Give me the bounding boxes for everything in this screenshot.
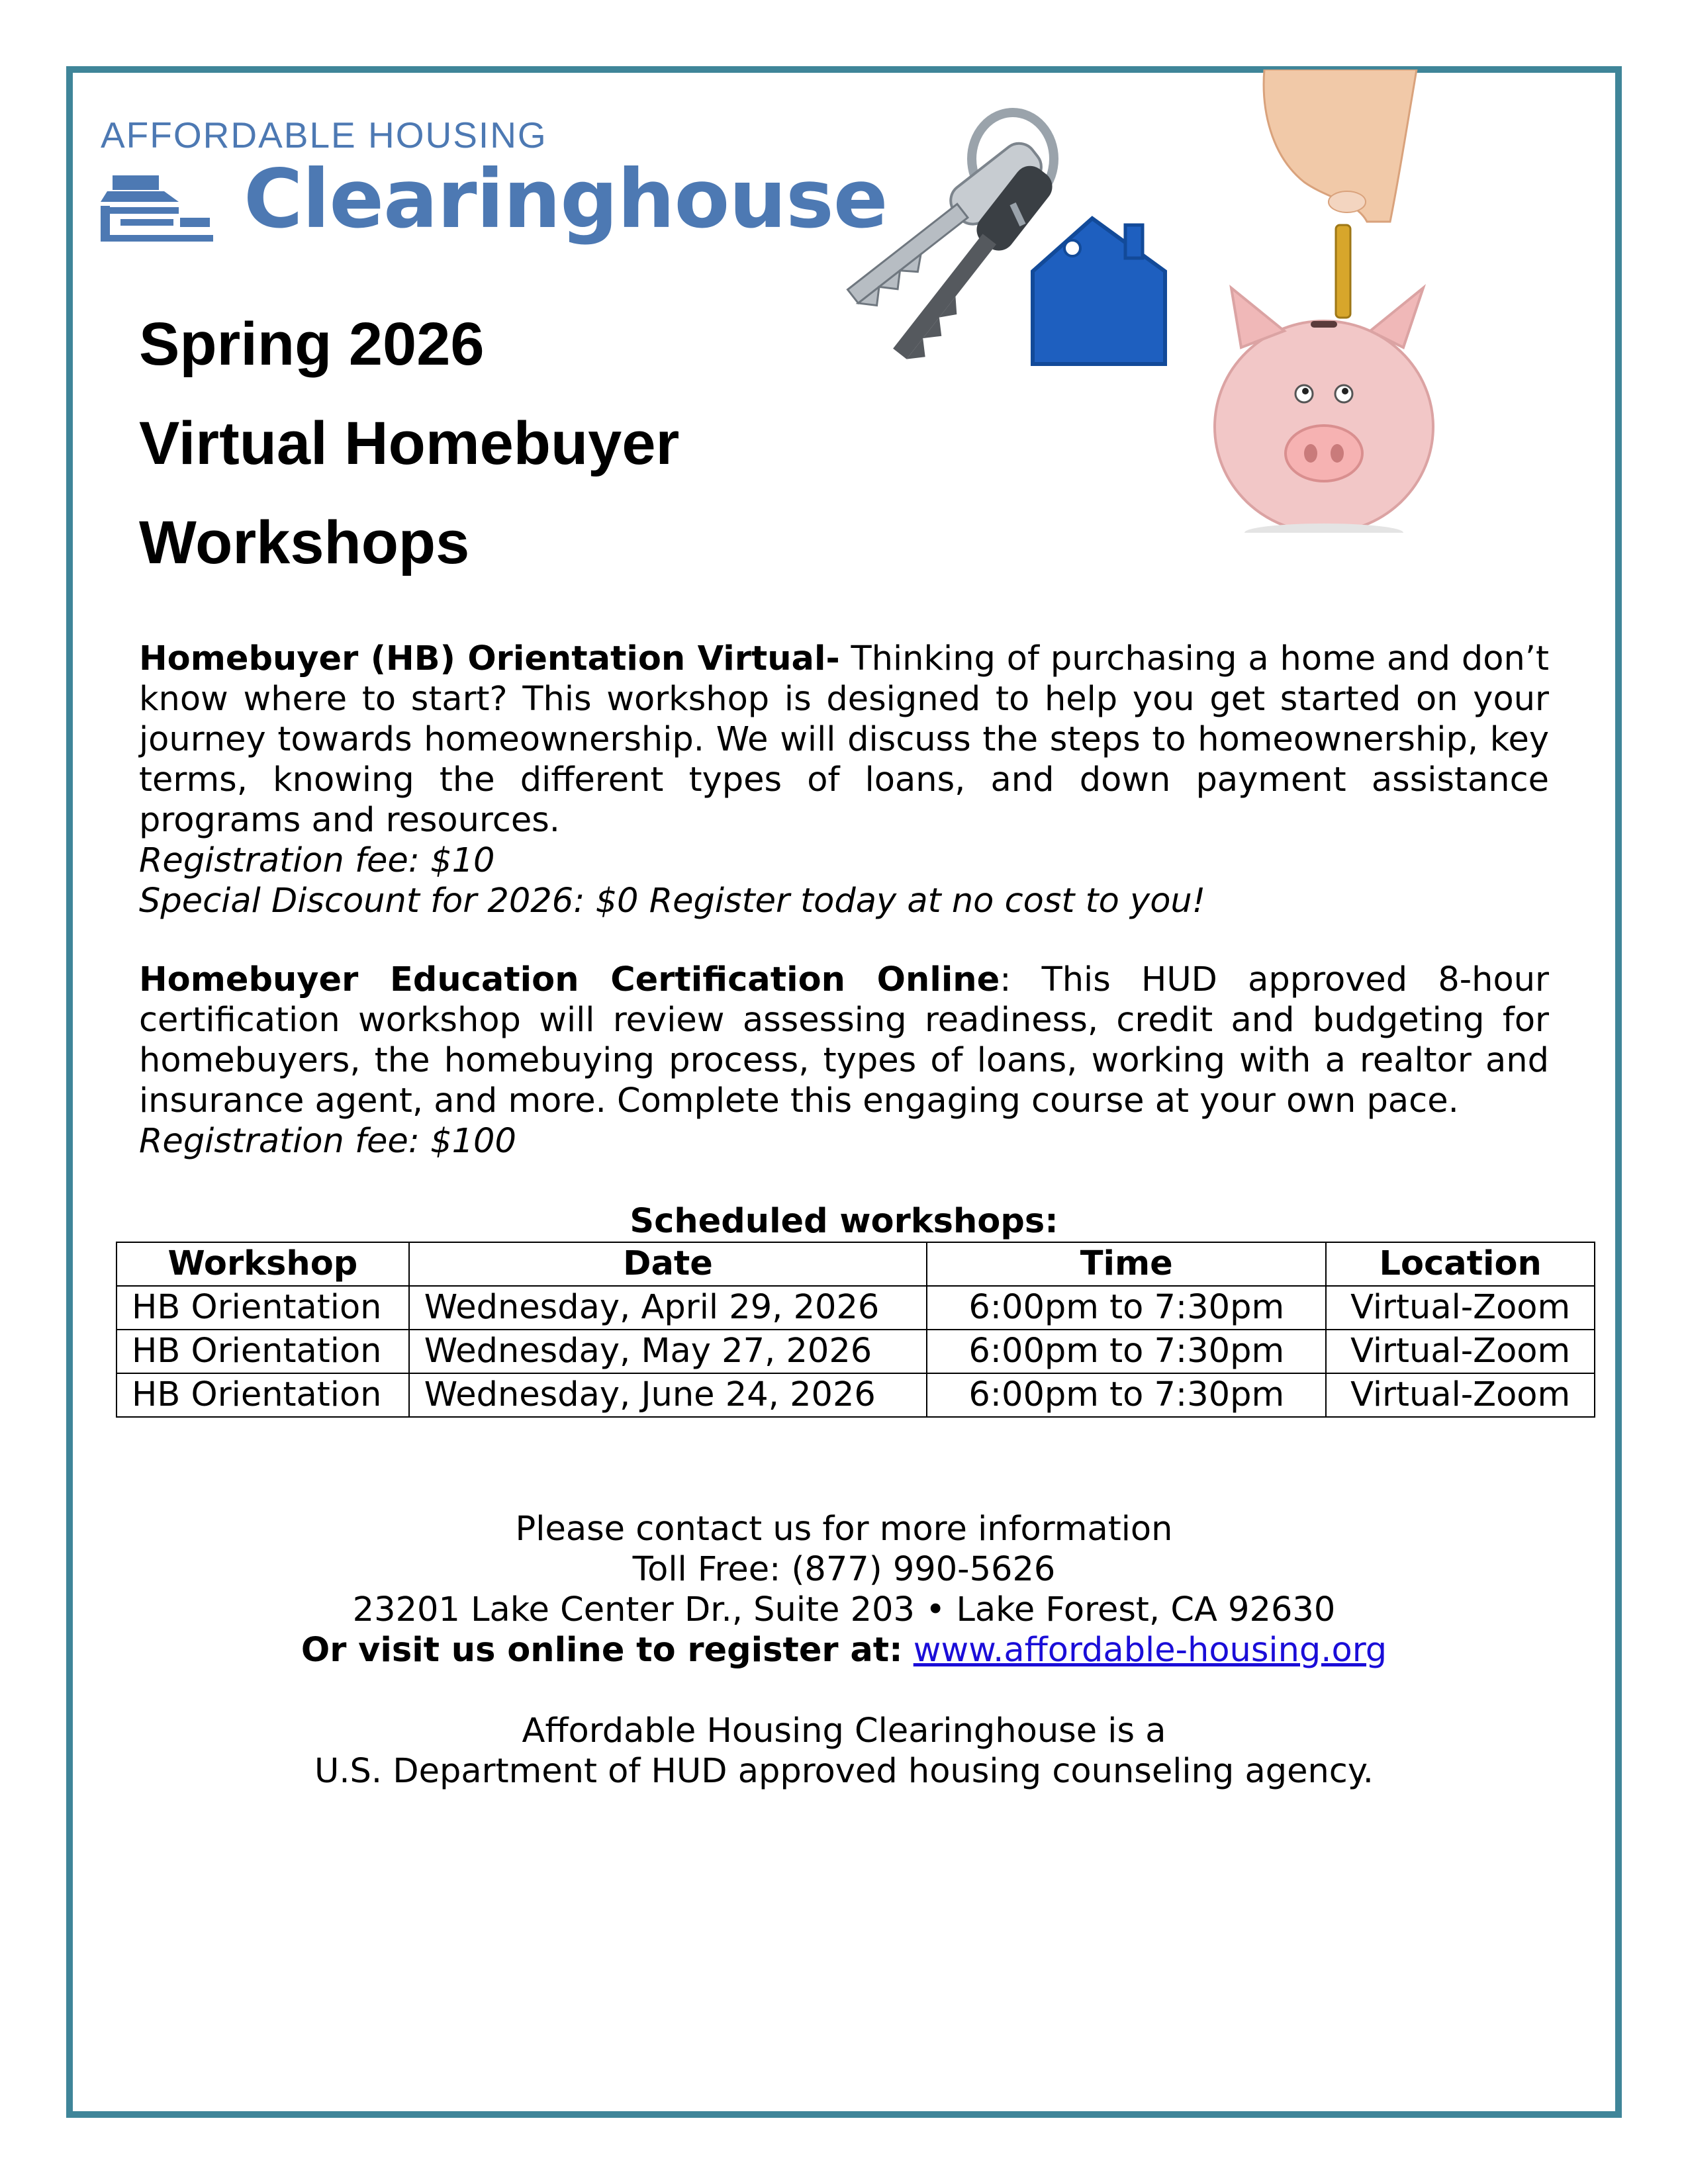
table-header-row	[117, 1242, 1595, 1286]
cell-date: Wednesday, June 24, 2026	[409, 1373, 927, 1417]
cell-time: 6:00pm to 7:30pm	[927, 1373, 1326, 1417]
cell-location: Virtual-Zoom	[1326, 1330, 1595, 1373]
certification-fee: Registration fee: $100	[139, 1122, 516, 1161]
register-link[interactable]: www.affordable-housing.org	[913, 1631, 1387, 1670]
table-row	[117, 1330, 1595, 1373]
title-line3: Workshops	[139, 509, 470, 576]
house-keys-icon	[794, 93, 1205, 384]
cell-time: 6:00pm to 7:30pm	[927, 1330, 1326, 1373]
title-line2: Virtual Homebuyer	[139, 410, 680, 477]
register-label: Or visit us online to register at:	[301, 1631, 903, 1670]
certification-section	[139, 960, 1549, 1161]
header-workshop: Workshop	[117, 1242, 409, 1286]
header-time: Time	[927, 1242, 1326, 1286]
contact-address: 23201 Lake Center Dr., Suite 203 • Lake Forest, CA 92630	[352, 1590, 1336, 1629]
header-location: Location	[1326, 1242, 1595, 1286]
table-row	[117, 1373, 1595, 1417]
house-logo-icon	[101, 169, 213, 248]
cell-workshop: HB Orientation	[117, 1330, 409, 1373]
orientation-discount: Special Discount for 2026: $0 Register today at no cost to you!	[139, 882, 1206, 921]
piggy-bank-icon	[1205, 69, 1443, 533]
register-line	[0, 1630, 1688, 1670]
cell-location: Virtual-Zoom	[1326, 1373, 1595, 1417]
orientation-fee: Registration fee: $10	[139, 841, 495, 880]
cell-location: Virtual-Zoom	[1326, 1286, 1595, 1330]
orientation-section	[139, 639, 1549, 921]
header-date: Date	[409, 1242, 927, 1286]
cell-workshop: HB Orientation	[117, 1373, 409, 1417]
title-line1: Spring 2026	[139, 310, 485, 378]
cell-date: Wednesday, May 27, 2026	[409, 1330, 927, 1373]
cell-workshop: HB Orientation	[117, 1286, 409, 1330]
page-title	[139, 295, 679, 592]
schedule-table	[116, 1242, 1595, 1418]
table-row	[117, 1286, 1595, 1330]
orientation-heading: Homebuyer (HB) Orientation Virtual-	[139, 639, 840, 678]
contact-line1: Please contact us for more information	[515, 1510, 1173, 1549]
orientation-body: Thinking of purchasing a home and don’t know where to start? This workshop is designed to help you get started on your journey towards homeownership. We will discuss the steps to homeownership, key terms, knowing the different types of loans, and down payment assistance programs and resources.	[139, 639, 1549, 840]
certification-heading: Homebuyer Education Certification Online	[139, 960, 1000, 999]
logo-line2: Clearinghouse	[244, 152, 888, 246]
contact-phone: Toll Free: (877) 990-5626	[632, 1550, 1056, 1589]
cell-date: Wednesday, April 29, 2026	[409, 1286, 927, 1330]
spacer	[0, 1670, 1688, 1711]
contact-section	[0, 1509, 1688, 1792]
schedule-label: Scheduled workshops:	[630, 1202, 1058, 1241]
footer-line2: U.S. Department of HUD approved housing counseling agency.	[314, 1752, 1374, 1791]
logo-line1: AFFORDABLE HOUSING	[101, 114, 547, 156]
cell-time: 6:00pm to 7:30pm	[927, 1286, 1326, 1330]
footer-line1: Affordable Housing Clearinghouse is a	[522, 1711, 1166, 1751]
certification-body: : This HUD approved 8-hour certification workshop will review assessing readiness, credit and budgeting for homebuyers, the homebuying process, types of loans, working with a realtor and insurance agent, and more. Complete this engaging course at your own pace.	[139, 960, 1549, 1120]
